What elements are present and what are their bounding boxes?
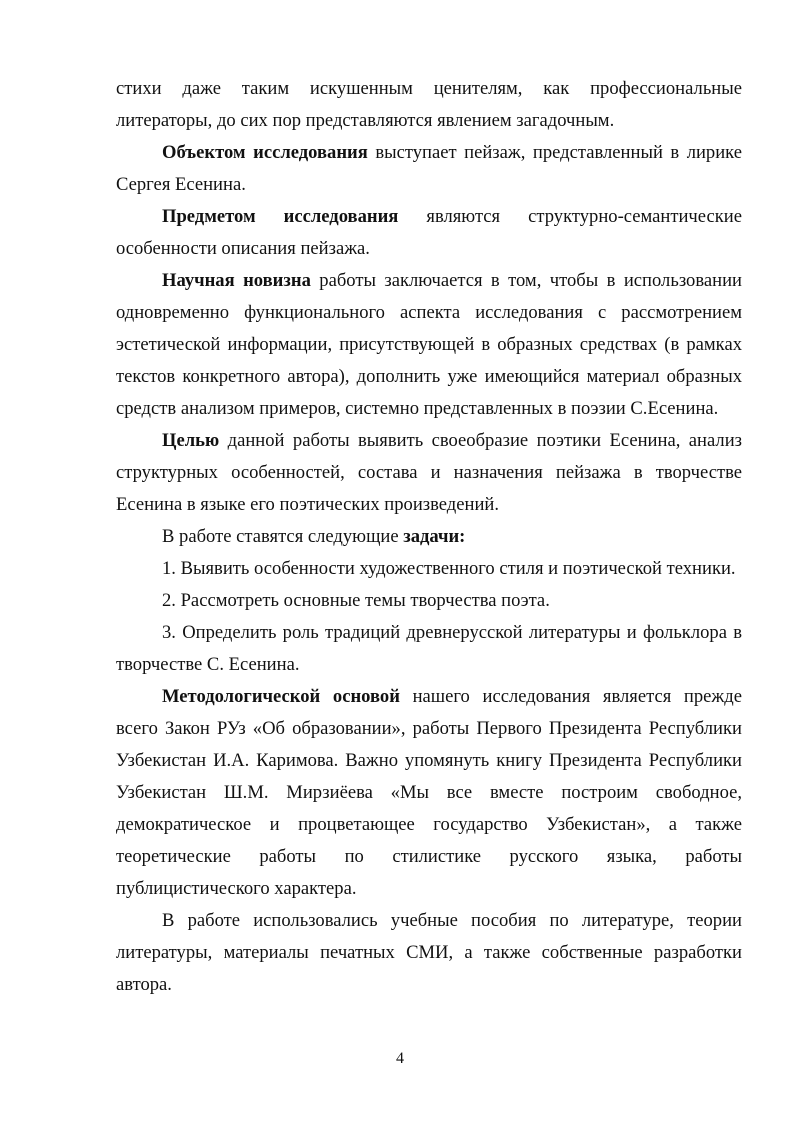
- bold-term-goal: Целью: [162, 430, 220, 451]
- paragraph-sources: В работе использовались учебные пособия по литературе, теории литературы, материалы печатных СМИ, а также собственные разработки автора.: [116, 910, 742, 995]
- paragraph-subject: [116, 201, 742, 265]
- task-item-2: 2. Рассмотреть основные темы творчества поэта.: [162, 590, 550, 611]
- bold-term-object: Объектом исследования: [162, 142, 368, 163]
- paragraph-tasks-intro: [116, 521, 742, 553]
- task-item-1: 1. Выявить особенности художественного стиля и поэтической техники.: [162, 558, 736, 579]
- bold-term-novelty: Научная новизна: [162, 270, 311, 291]
- paragraph-novelty: [116, 265, 742, 425]
- paragraph-subject-text: являются структурно-семантические особенности описания пейзажа.: [116, 206, 742, 259]
- task-item-3: 3. Определить роль традиций древнерусской литературы и фольклора в творчестве С. Есенина.: [116, 622, 742, 675]
- paragraph-intro-continuation: стихи даже таким искушенным ценителям, как профессиональные литераторы, до сих пор представляются явлением загадочным.: [116, 78, 742, 131]
- paragraph-goal-text: данной работы выявить своеобразие поэтики Есенина, анализ структурных особенностей, состава и назначения пейзажа в творчестве Есенина в языке его поэтических произведений.: [116, 430, 742, 515]
- paragraph-object-text: выступает пейзаж, представленный в лирике Сергея Есенина.: [116, 142, 742, 195]
- paragraph-methodology-text: нашего исследования является прежде всего Закон РУз «Об образовании», работы Первого Президента Республики Узбекистан И.А. Каримова. Важно упомянуть книгу Президента Республики Узбекистан Ш.М. Мирзиёева «Мы все вместе построим свободное, демократическое и процветающее государство Узбекистан», а также теоретические работы по стилистике русского языка, работы публицистического характера.: [116, 686, 742, 899]
- paragraph-methodology: [116, 681, 742, 905]
- document-body: [116, 73, 742, 1001]
- paragraph-novelty-text: работы заключается в том, чтобы в использовании одновременно функционального аспекта исследования с рассмотрением эстетической информации, присутствующей в образных средствах (в рамках текстов конкретного автора), дополнить уже имеющийся материал образных средств анализом примеров, системно представленных в поэзии С.Есенина.: [116, 270, 742, 419]
- bold-term-subject: Предметом исследования: [162, 206, 399, 227]
- paragraph-tasks-intro-text: В работе ставятся следующие: [162, 526, 404, 547]
- paragraph-object: [116, 137, 742, 201]
- paragraph-goal: [116, 425, 742, 521]
- bold-term-tasks: задачи:: [403, 526, 466, 547]
- page-number: 4: [396, 1050, 404, 1067]
- bold-term-methodology: Методологической основой: [162, 686, 400, 707]
